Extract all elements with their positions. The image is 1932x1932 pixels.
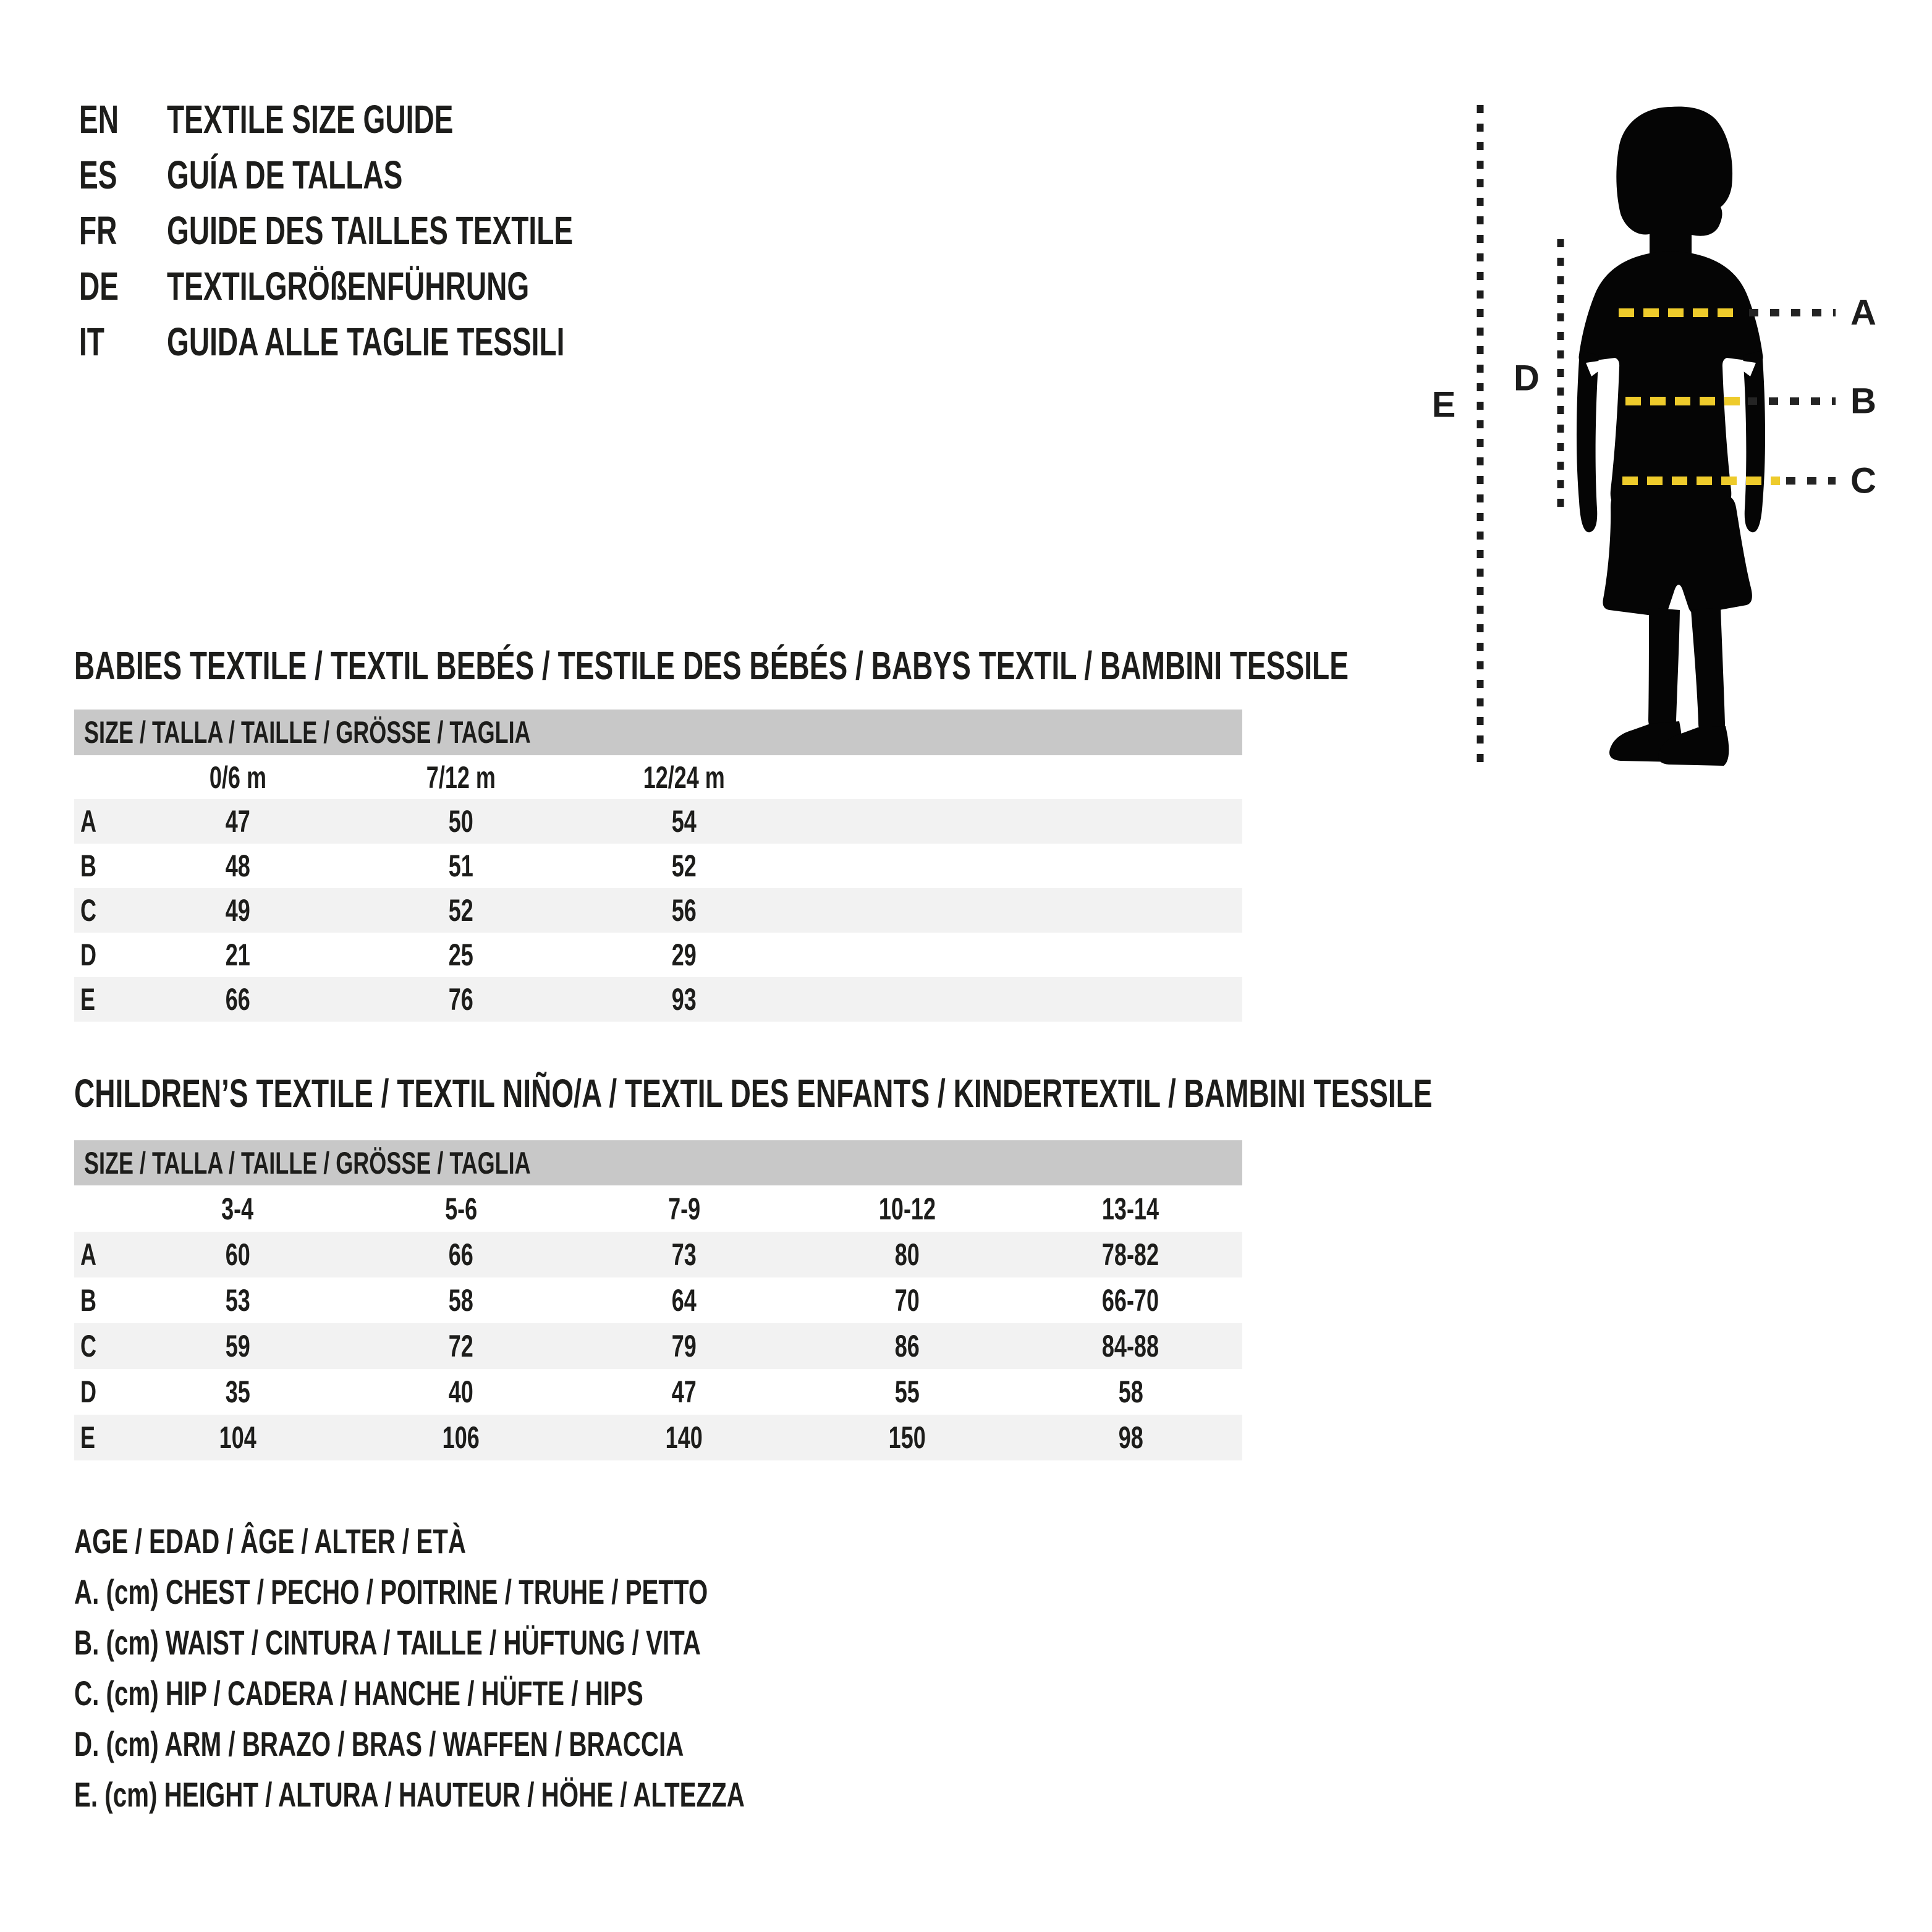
row-key-cell: E bbox=[80, 1420, 96, 1455]
value-cell: 60 bbox=[225, 1237, 250, 1272]
value-cell: 86 bbox=[895, 1329, 920, 1363]
value-cell: 51 bbox=[448, 849, 473, 883]
language-row bbox=[79, 258, 731, 314]
value-cell: 80 bbox=[895, 1237, 920, 1272]
language-row bbox=[79, 314, 731, 370]
value-cell bbox=[796, 799, 1019, 844]
col-header-cell: 0/6 m bbox=[209, 760, 266, 795]
value-cell: 49 bbox=[225, 893, 250, 928]
value-cell: 66 bbox=[225, 982, 250, 1017]
table-body bbox=[74, 1232, 1242, 1460]
children-size-table bbox=[74, 1140, 1242, 1460]
column-header-row bbox=[74, 1185, 1242, 1232]
col-header-cell: 7/12 m bbox=[426, 760, 496, 795]
value-cell: 35 bbox=[225, 1375, 250, 1409]
size-header-bar: SIZE / TALLA / TAILLE / GRÖSSE / TAGLIA bbox=[74, 1140, 1242, 1185]
value-cell: 106 bbox=[442, 1420, 480, 1455]
table-row bbox=[74, 933, 1242, 977]
col-header-cell: 5-6 bbox=[444, 1191, 477, 1226]
value-cell: 48 bbox=[225, 849, 250, 883]
language-guide-title: TEXTILGRÖßENFÜHRUNG bbox=[167, 264, 530, 308]
legend-line: AGE / EDAD / ÂGE / ALTER / ETÀ bbox=[74, 1521, 466, 1561]
value-cell: 40 bbox=[448, 1375, 473, 1409]
value-cell bbox=[796, 977, 1019, 1022]
value-cell: 66-70 bbox=[1102, 1283, 1159, 1318]
value-cell: 78-82 bbox=[1102, 1237, 1159, 1272]
arm-label: D bbox=[1514, 358, 1540, 399]
language-code: IT bbox=[79, 320, 104, 364]
col-header-cell: 10-12 bbox=[879, 1191, 936, 1226]
col-header-cell: 12/24 m bbox=[643, 760, 726, 795]
language-title-list bbox=[79, 91, 731, 370]
value-cell: 53 bbox=[225, 1283, 250, 1318]
value-cell bbox=[1019, 977, 1242, 1022]
babies-size-table bbox=[74, 710, 1242, 1022]
waist-label: B bbox=[1850, 381, 1876, 422]
language-code: EN bbox=[79, 97, 119, 142]
table-row bbox=[74, 844, 1242, 888]
value-cell: 72 bbox=[448, 1329, 473, 1363]
table-row bbox=[74, 1232, 1242, 1277]
value-cell: 59 bbox=[225, 1329, 250, 1363]
hip-label: C bbox=[1850, 460, 1876, 501]
silhouette-left-arm bbox=[1577, 350, 1599, 532]
value-cell: 56 bbox=[671, 893, 697, 928]
column-header-row bbox=[74, 755, 1242, 799]
value-cell: 140 bbox=[665, 1420, 703, 1455]
row-key-cell: D bbox=[80, 1375, 96, 1409]
language-row bbox=[79, 147, 731, 203]
table-row bbox=[74, 1369, 1242, 1415]
value-cell: 58 bbox=[1118, 1375, 1143, 1409]
row-key-cell: C bbox=[80, 893, 96, 928]
value-cell: 150 bbox=[889, 1420, 926, 1455]
value-cell: 76 bbox=[448, 982, 473, 1017]
value-cell: 84-88 bbox=[1102, 1329, 1159, 1363]
row-key-cell: E bbox=[80, 982, 96, 1017]
value-cell: 104 bbox=[219, 1420, 256, 1455]
value-cell: 58 bbox=[448, 1283, 473, 1318]
value-cell: 66 bbox=[448, 1237, 473, 1272]
value-cell: 47 bbox=[225, 804, 250, 839]
size-header-bar: SIZE / TALLA / TAILLE / GRÖSSE / TAGLIA bbox=[74, 710, 1242, 755]
table-row bbox=[74, 977, 1242, 1022]
row-key-cell: C bbox=[80, 1329, 96, 1363]
value-cell bbox=[1019, 933, 1242, 977]
col-header-cell: 3-4 bbox=[221, 1191, 254, 1226]
value-cell bbox=[796, 888, 1019, 933]
table-row bbox=[74, 799, 1242, 844]
value-cell: 55 bbox=[895, 1375, 920, 1409]
value-cell bbox=[1019, 799, 1242, 844]
measurement-legend bbox=[74, 1515, 1006, 1820]
row-key-cell: B bbox=[80, 1283, 96, 1318]
children-section-title: CHILDREN’S TEXTILE / TEXTIL NIÑO/A / TEXTIL DES ENFANTS / KINDERTEXTIL / BAMBINI TESSILE bbox=[74, 1071, 1433, 1116]
silhouette-head bbox=[1616, 107, 1732, 236]
language-guide-title: TEXTILE SIZE GUIDE bbox=[167, 97, 454, 142]
row-key-cell: D bbox=[80, 938, 96, 972]
table-row bbox=[74, 1277, 1242, 1323]
legend-line: D. (cm) ARM / BRAZO / BRAS / WAFFEN / BRACCIA bbox=[74, 1724, 684, 1763]
col-header-cell bbox=[796, 755, 1019, 799]
table-body bbox=[74, 799, 1242, 1022]
language-row bbox=[79, 91, 731, 147]
col-header-cell: 13-14 bbox=[1102, 1191, 1159, 1226]
value-cell: 98 bbox=[1118, 1420, 1143, 1455]
value-cell: 64 bbox=[671, 1283, 697, 1318]
value-cell bbox=[796, 933, 1019, 977]
silhouette-shorts bbox=[1603, 496, 1752, 616]
language-code: ES bbox=[79, 153, 117, 197]
value-cell bbox=[796, 844, 1019, 888]
value-cell: 52 bbox=[448, 893, 473, 928]
value-cell: 73 bbox=[671, 1237, 697, 1272]
row-key-cell bbox=[74, 1185, 126, 1232]
value-cell: 79 bbox=[671, 1329, 697, 1363]
table-row bbox=[74, 1415, 1242, 1460]
value-cell: 70 bbox=[895, 1283, 920, 1318]
row-key-cell bbox=[74, 755, 126, 799]
language-row bbox=[79, 203, 731, 258]
table-row bbox=[74, 1323, 1242, 1369]
language-guide-title: GUÍA DE TALLAS bbox=[167, 153, 403, 197]
language-code: FR bbox=[79, 208, 117, 253]
value-cell: 54 bbox=[671, 804, 697, 839]
language-code: DE bbox=[79, 264, 119, 308]
height-label: E bbox=[1431, 384, 1456, 425]
legend-line: B. (cm) WAIST / CINTURA / TAILLE / HÜFTUNG / VITA bbox=[74, 1622, 701, 1662]
col-header-cell: 7-9 bbox=[667, 1191, 700, 1226]
row-key-cell: B bbox=[80, 849, 96, 883]
value-cell: 21 bbox=[225, 938, 250, 972]
table-row bbox=[74, 888, 1242, 933]
language-guide-title: GUIDE DES TAILLES TEXTILE bbox=[167, 208, 574, 253]
value-cell: 29 bbox=[671, 938, 697, 972]
row-key-cell: A bbox=[80, 804, 96, 839]
silhouette-shirt bbox=[1578, 251, 1763, 505]
value-cell bbox=[1019, 888, 1242, 933]
col-header-cell bbox=[1019, 755, 1242, 799]
value-cell: 50 bbox=[448, 804, 473, 839]
legend-line: A. (cm) CHEST / PECHO / POITRINE / TRUHE / PETTO bbox=[74, 1572, 708, 1611]
legend-line: E. (cm) HEIGHT / ALTURA / HAUTEUR / HÖHE / ALTEZZA bbox=[74, 1774, 745, 1814]
value-cell: 52 bbox=[671, 849, 697, 883]
row-key-cell: A bbox=[80, 1237, 96, 1272]
value-cell: 47 bbox=[671, 1375, 697, 1409]
value-cell: 25 bbox=[448, 938, 473, 972]
value-cell bbox=[1019, 844, 1242, 888]
language-guide-title: GUIDA ALLE TAGLIE TESSILI bbox=[167, 320, 565, 364]
chest-label: A bbox=[1850, 292, 1876, 333]
silhouette-right-arm bbox=[1743, 350, 1765, 532]
legend-line: C. (cm) HIP / CADERA / HANCHE / HÜFTE / HIPS bbox=[74, 1673, 643, 1713]
babies-section-title: BABIES TEXTILE / TEXTIL BEBÉS / TESTILE DES BÉBÉS / BABYS TEXTIL / BAMBINI TESSILE bbox=[74, 643, 1349, 688]
value-cell: 93 bbox=[671, 982, 697, 1017]
